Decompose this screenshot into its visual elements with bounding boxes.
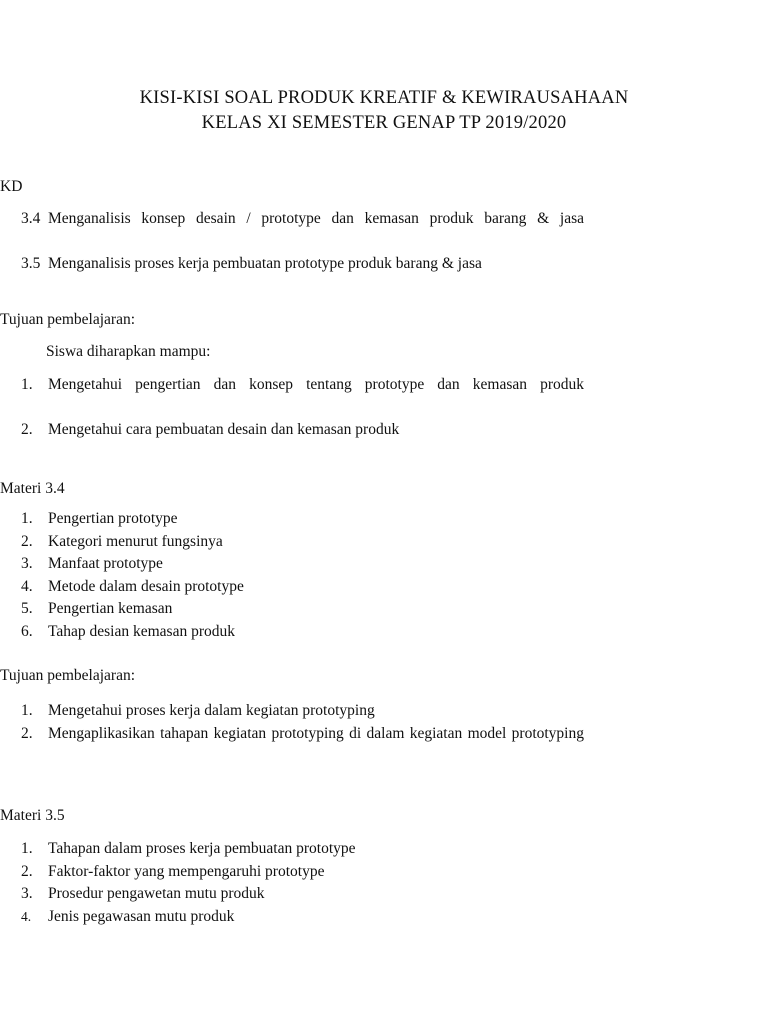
list-item-marker: 2.: [21, 862, 33, 880]
list-item-marker: 1.: [21, 702, 33, 719]
list-item-text: Mengetahui proses kerja dalam kegiatan prototyping: [48, 702, 375, 719]
list-item-text: Metode dalam desain prototype: [48, 577, 244, 595]
list-item-text: Menganalisis proses kerja pembuatan prototype produk barang & jasa: [48, 255, 482, 272]
list-item: [0, 531, 584, 554]
list-item-marker: 4.: [21, 577, 33, 595]
page-title: [92, 86, 676, 136]
tujuan-2-list: [0, 700, 584, 768]
materi-34-list: [0, 508, 584, 643]
list-item-marker: 3.: [21, 885, 33, 902]
materi-34-heading: Materi 3.4: [0, 480, 65, 497]
tujuan-1-subheading: Siswa diharapkan mampu:: [46, 343, 211, 360]
list-item-text: Pengertian prototype: [48, 510, 178, 527]
list-item-text: Prosedur pengawetan mutu produk: [48, 885, 265, 902]
list-item-text: Pengertian kemasan: [48, 600, 173, 617]
list-item-marker: 3.: [21, 555, 33, 572]
list-item-text: Menganalisis konsep desain / prototype dan kemasan produk barang & jasa: [48, 210, 584, 227]
page-title-line-2: KELAS XI SEMESTER GENAP TP 2019/2020: [201, 113, 567, 133]
tujuan-1-heading: Tujuan pembelajaran:: [0, 311, 136, 328]
list-item: [0, 576, 584, 599]
list-item: [0, 906, 584, 929]
list-item: [0, 553, 584, 576]
materi-35-heading: Materi 3.5: [0, 807, 65, 824]
list-item-marker: 4.: [21, 908, 32, 924]
page-title-line-1: KISI-KISI SOAL PRODUK KREATIF & KEWIRAUSAHAAN: [139, 88, 629, 108]
list-item: [0, 723, 584, 768]
list-item: [0, 838, 584, 861]
list-item-text: Jenis pegawasan mutu produk: [48, 907, 235, 925]
list-item-marker: 3.5: [21, 255, 41, 272]
list-item-marker: 1.: [21, 376, 33, 393]
kd-list: [0, 208, 584, 276]
list-item: [0, 253, 584, 276]
list-item: [0, 208, 584, 253]
list-item-text: Tahap desian kemasan produk: [48, 622, 236, 640]
list-item-marker: 1.: [21, 510, 33, 527]
materi-35-list: [0, 838, 584, 928]
list-item-text: Manfaat prototype: [48, 555, 163, 572]
list-item-marker: 2.: [21, 532, 33, 550]
list-item-text: Kategori menurut fungsinya: [48, 532, 223, 550]
list-item: [0, 861, 584, 884]
tujuan-2-heading: Tujuan pembelajaran:: [0, 667, 136, 684]
list-item-marker: 2.: [21, 724, 33, 742]
list-item-marker: 3.4: [21, 210, 41, 227]
list-item-text: Mengetahui pengertian dan konsep tentang prototype dan kemasan produk: [48, 376, 584, 393]
list-item-text: Faktor-faktor yang mempengaruhi prototype: [48, 862, 325, 880]
list-item-marker: 2.: [21, 421, 33, 438]
list-item: [0, 883, 584, 906]
list-item-marker: 5.: [21, 600, 33, 617]
list-item-marker: 1.: [21, 840, 33, 857]
kd-heading: KD: [0, 178, 23, 195]
list-item: [0, 700, 584, 723]
list-item-text: Mengaplikasikan tahapan kegiatan prototyping di dalam kegiatan model prototyping: [48, 724, 584, 742]
list-item: [0, 419, 584, 442]
list-item-text: Tahapan dalam proses kerja pembuatan prototype: [48, 840, 356, 857]
list-item-marker: 6.: [21, 622, 33, 640]
list-item: [0, 621, 584, 644]
list-item: [0, 598, 584, 621]
list-item-text: Mengetahui cara pembuatan desain dan kemasan produk: [48, 421, 400, 438]
list-item: [0, 508, 584, 531]
list-item: [0, 374, 584, 419]
tujuan-1-list: [0, 374, 584, 442]
